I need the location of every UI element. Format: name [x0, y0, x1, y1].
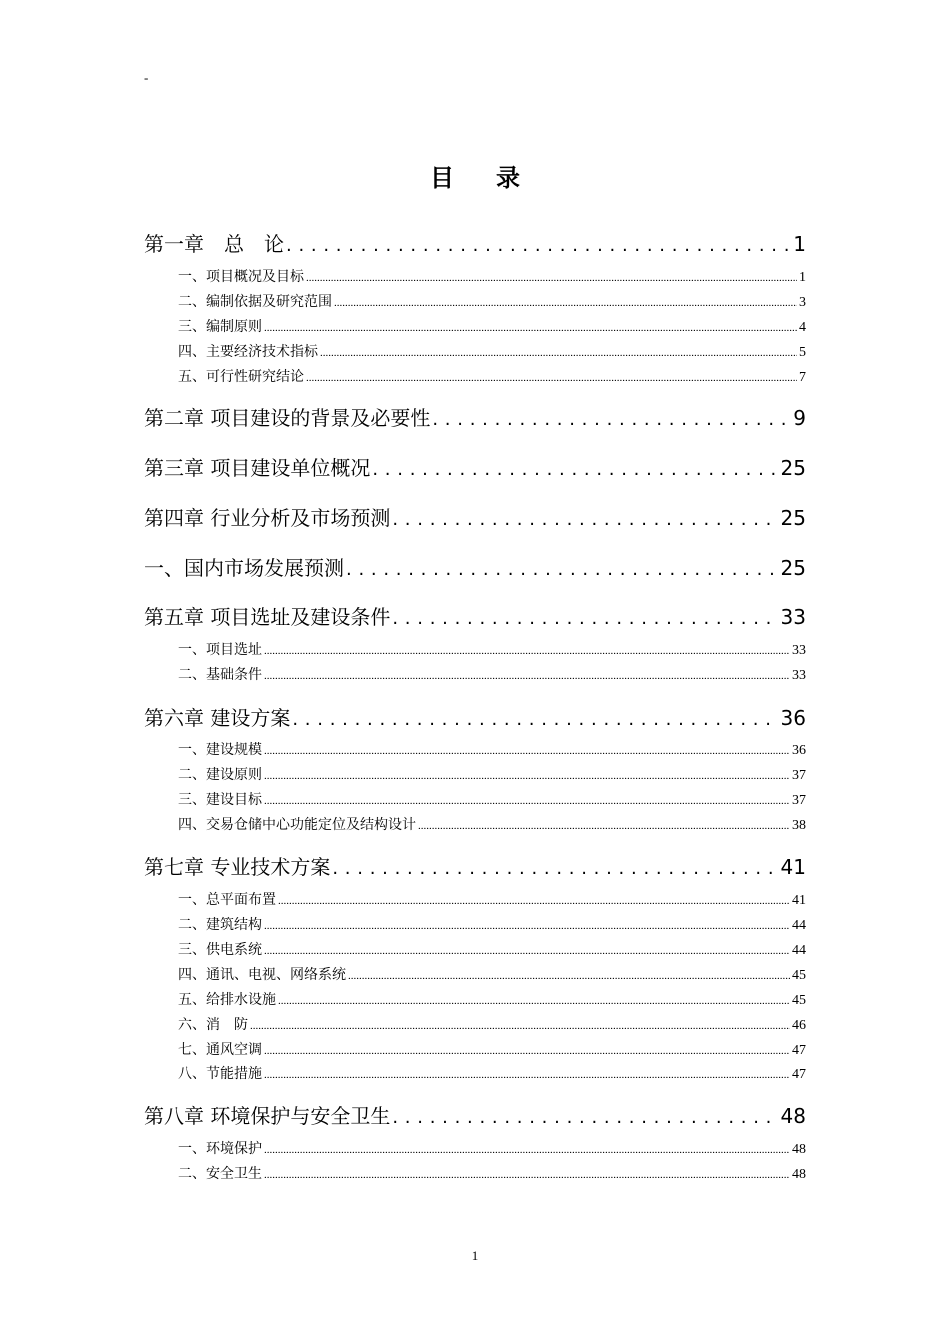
toc-entry-page: 7 [799, 370, 806, 385]
toc-section-entry[interactable] [144, 764, 806, 784]
dot-leader [392, 506, 778, 530]
toc-section-entry[interactable] [144, 266, 806, 286]
toc-entry-label: 三、供电系统 [178, 943, 262, 958]
toc-entry-label: 第四章 行业分析及市场预测 [144, 506, 391, 530]
dot-leader [286, 232, 791, 256]
toc-entry-page: 36 [780, 706, 806, 730]
toc-entry-label: 第一章 总 论 [144, 232, 284, 256]
dot-leader [264, 643, 790, 659]
toc-entry-label: 二、安全卫生 [178, 1167, 262, 1182]
toc-section-entry[interactable] [144, 964, 806, 984]
toc-chapter-entry[interactable] [144, 552, 806, 580]
toc-entry-label: 二、建筑结构 [178, 918, 262, 933]
title-char-2: 录 [496, 164, 520, 192]
toc-section-entry[interactable] [144, 1163, 806, 1183]
dot-leader [264, 768, 790, 784]
toc-entry-label: 五、可行性研究结论 [178, 370, 304, 385]
toc-section-entry[interactable] [144, 989, 806, 1009]
dot-leader [392, 605, 778, 629]
dot-leader [372, 456, 778, 480]
toc-entry-label: 六、消 防 [178, 1018, 248, 1033]
dot-leader [292, 706, 778, 730]
dot-leader [264, 918, 790, 934]
toc-entry-label: 第五章 项目选址及建设条件 [144, 605, 391, 629]
toc-entry-page: 45 [792, 993, 806, 1008]
dot-leader [432, 406, 791, 430]
dot-leader [418, 818, 790, 834]
header-mark: - [144, 70, 149, 85]
toc-entry-label: 二、基础条件 [178, 668, 262, 683]
toc-section-entry[interactable] [144, 316, 806, 336]
page-number: 1 [471, 1248, 479, 1263]
toc-entry-label: 三、建设目标 [178, 793, 262, 808]
toc-entry-label: 第三章 项目建设单位概况 [144, 456, 371, 480]
toc-entry-label: 三、编制原则 [178, 320, 262, 335]
toc-entry-label: 四、通讯、电视、网络系统 [178, 968, 346, 983]
toc-section-entry[interactable] [144, 341, 806, 361]
toc-section-entry[interactable] [144, 664, 806, 684]
toc-chapter-entry[interactable] [144, 1100, 806, 1128]
toc-entry-page: 25 [780, 456, 806, 480]
dot-leader [346, 556, 779, 580]
dot-leader [278, 893, 790, 909]
dot-leader [264, 793, 790, 809]
dot-leader [264, 1167, 790, 1183]
toc-entry-label: 五、给排水设施 [178, 993, 276, 1008]
toc-chapter-entry[interactable] [144, 702, 806, 730]
dot-leader [306, 270, 797, 286]
toc-chapter-entry[interactable] [144, 228, 806, 256]
toc-section-entry[interactable] [144, 914, 806, 934]
toc-entry-page: 38 [792, 818, 806, 833]
toc-entry-page: 37 [792, 793, 806, 808]
toc-entry-page: 3 [799, 295, 806, 310]
toc-entry-label: 四、主要经济技术指标 [178, 345, 318, 360]
dot-leader [264, 1142, 790, 1158]
toc-entry-label: 四、交易仓储中心功能定位及结构设计 [178, 818, 416, 833]
toc-entry-page: 48 [792, 1142, 806, 1157]
dot-leader [278, 993, 790, 1009]
toc-section-entry[interactable] [144, 291, 806, 311]
toc-section-entry[interactable] [144, 366, 806, 386]
toc-entry-page: 47 [792, 1043, 806, 1058]
title-char-1: 目 [430, 164, 454, 192]
toc-entry-label: 一、总平面布置 [178, 893, 276, 908]
page-title [0, 158, 950, 193]
toc-entry-page: 44 [792, 943, 806, 958]
dot-leader [392, 1104, 778, 1128]
dot-leader [320, 345, 797, 361]
toc-entry-page: 25 [780, 556, 806, 580]
dot-leader [332, 855, 778, 879]
toc-entry-page: 41 [792, 893, 806, 908]
toc-section-entry[interactable] [144, 939, 806, 959]
toc-entry-label: 一、建设规模 [178, 743, 262, 758]
dot-leader [264, 743, 790, 759]
dot-leader [250, 1018, 790, 1034]
toc-entry-label: 第七章 专业技术方案 [144, 855, 331, 879]
toc-entry-page: 48 [780, 1104, 806, 1128]
toc-entry-label: 七、通风空调 [178, 1043, 262, 1058]
toc-entry-label: 第二章 项目建设的背景及必要性 [144, 406, 431, 430]
toc-entry-label: 一、项目选址 [178, 643, 262, 658]
toc-chapter-entry[interactable] [144, 601, 806, 629]
toc-section-entry[interactable] [144, 639, 806, 659]
toc-entry-page: 25 [780, 506, 806, 530]
toc-entry-page: 47 [792, 1067, 806, 1082]
toc-section-entry[interactable] [144, 1039, 806, 1059]
dot-leader [348, 968, 790, 984]
toc-section-entry[interactable] [144, 1138, 806, 1158]
toc-entry-page: 48 [792, 1167, 806, 1182]
toc-entry-page: 33 [792, 668, 806, 683]
toc-entry-label: 第六章 建设方案 [144, 706, 291, 730]
toc-entry-page: 36 [792, 743, 806, 758]
toc-section-entry[interactable] [144, 789, 806, 809]
dot-leader [306, 370, 797, 386]
toc-entry-page: 41 [780, 855, 806, 879]
toc-entry-page: 45 [792, 968, 806, 983]
toc-entry-label: 一、国内市场发展预测 [144, 556, 344, 580]
toc-entry-label: 二、建设原则 [178, 768, 262, 783]
toc-entry-page: 44 [792, 918, 806, 933]
toc-entry-label: 八、节能措施 [178, 1067, 262, 1082]
toc-entry-page: 1 [793, 232, 806, 256]
toc-entry-page: 33 [792, 643, 806, 658]
toc-section-entry[interactable] [144, 1063, 806, 1083]
toc-entry-label: 一、环境保护 [178, 1142, 262, 1157]
toc-entry-page: 5 [799, 345, 806, 360]
toc-entry-page: 46 [792, 1018, 806, 1033]
toc-chapter-entry[interactable] [144, 452, 806, 480]
toc-section-entry[interactable] [144, 889, 806, 909]
toc-entry-label: 第八章 环境保护与安全卫生 [144, 1104, 391, 1128]
toc-chapter-entry[interactable] [144, 851, 806, 879]
toc-entry-page: 37 [792, 768, 806, 783]
toc-entry-label: 一、项目概况及目标 [178, 270, 304, 285]
toc-chapter-entry[interactable] [144, 502, 806, 530]
toc-section-entry[interactable] [144, 739, 806, 759]
toc-section-entry[interactable] [144, 814, 806, 834]
toc-chapter-entry[interactable] [144, 402, 806, 430]
toc-section-entry[interactable] [144, 1014, 806, 1034]
dot-leader [264, 668, 790, 684]
dot-leader [264, 1043, 790, 1059]
toc-entry-label: 二、编制依据及研究范围 [178, 295, 332, 310]
toc-entry-page: 9 [793, 406, 806, 430]
toc-entry-page: 4 [799, 320, 806, 335]
dot-leader [334, 295, 797, 311]
dot-leader [264, 1067, 790, 1083]
toc-entry-page: 33 [780, 605, 806, 629]
dot-leader [264, 320, 797, 336]
toc-entry-page: 1 [799, 270, 806, 285]
dot-leader [264, 943, 790, 959]
